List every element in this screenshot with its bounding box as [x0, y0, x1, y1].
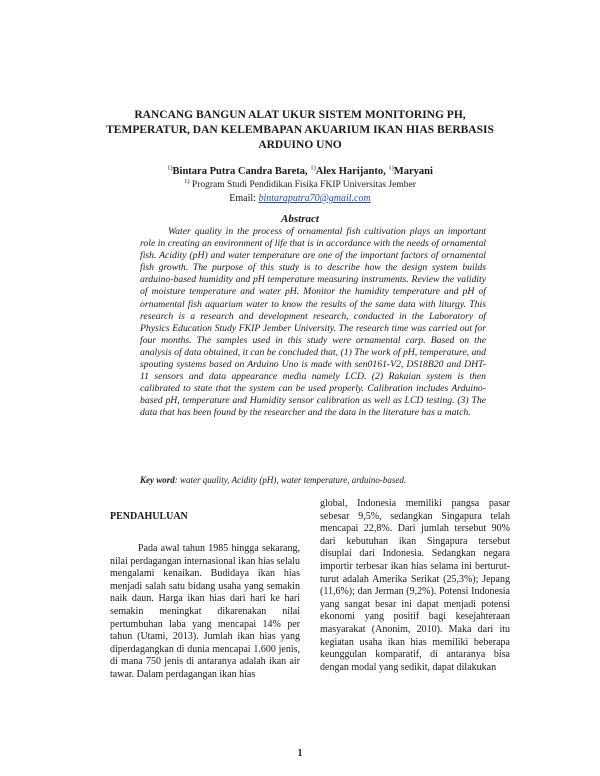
abstract-heading: Abstract: [281, 213, 319, 225]
keywords: [140, 474, 500, 486]
email-link[interactable]: bintaraputra70@gmail.com: [258, 193, 371, 204]
left-column: [110, 498, 300, 682]
section-heading-introduction: PENDAHULUAN: [110, 511, 188, 522]
author-3: $^{1)}$Maryani: [388, 164, 433, 177]
author-1: $^{1)}$Bintara Putra Candra Bareta,: [167, 164, 311, 177]
keywords-label: Key word: [140, 475, 175, 485]
page-number: 1: [297, 748, 303, 759]
right-column: [320, 498, 510, 674]
keywords-text: : water quality, Acidity (pH), water temperature, arduino-based.: [174, 475, 407, 485]
affiliation: $^{1)}$ Program Studi Pendidikan Fisika FKIP Universitas Jember: [184, 177, 416, 190]
intro-paragraph-right: global, Indonesia memiliki pangsa pasar sebesar 9,5%, sedangkan Singapura telah mencapai 22,8%. Dari jumlah tersebut 90% dari kebutuhan ikan Singapura tersebut disuplai dari Indonesia. Sedangkan negara importir terbesar ikan hias selama ini berturut-turut adalah Amerika Serikat (25,3%); Jepang (11,6%); dan Jerman (9,2%). Potensi Indonesia yang sangat besar ini dapat menjadi potensi ekonomi yang positif bagi kesejahteraan masyarakat (Anonim, 2010). Maka dari itu kegiatan usaha ikan hias memiliki beberapa keunggulan komparatif, di antaranya bisa dengan modal yang sedikit, dapat dilakukan: [320, 498, 510, 673]
email-line: [100, 193, 500, 205]
intro-paragraph-left: Pada awal tahun 1985 hingga sekarang, nilai perdagangan internasional ikan hias selalu mengalami kenaikan. Budidaya ikan hias menjadi salah satu bidang usaha yang semakin naik daun. Harga ikan hias dari hari ke hari semakin meningkat dikarenakan nilai pertumbuhan laba yang mencapai 14% per tahun (Utami, 2013). Jumlah ikan hias yang diperdagangkan di dunia mencapai 1.600 jenis, di mana 750 jenis di antaranya adalah ikan air tawar. Dalam perdagangan ikan hias: [110, 543, 300, 680]
paper-title: RANCANG BANGUN ALAT UKUR SISTEM MONITORING PH, TEMPERATUR, DAN KELEMBAPAN AKUARIUM IKAN HIAS BERBASIS ARDUINO UNO: [106, 109, 494, 151]
abstract-body: Water quality in the process of ornamental fish cultivation plays an important role in creating an environment of life that is in accordance with the needs of ornamental fish. Acidity (pH) and water temperature are one of the important factors of ornamental fish growth. The purpose of this study is to describe how the design system builds arduino-based humidity and pH temperature measuring instruments. Review the validity of moisture temperature and water pH. Monitor the humidity temperature and pH of ornamental fish aquarium water to know the results of the same data with liturgy. This research is a research and development research, conducted in the Laboratory of Physics Education Study FKIP Jember University. The research time was carried out for four months. The samples used in this study were ornamental carp. Based on the analysis of data obtained, it can be concluded that, (1) The work of pH, temperature, and spouting systems based on Arduino Uno is made with sen0161-V2, DS18B20 and DHT-11 sensors and data appearance media namely LCD. (2) Rakaian system is then calibrated to state that the system can be used properly. Calibration includes Arduino-based pH, temperature and Humidity sensor calibration as well as LCD testing. (3) The data that has been found by the researcher and the data in the literature has a match.: [140, 226, 486, 419]
author-2: $^{1)}$Alex Harijanto,: [310, 164, 389, 177]
email-label: Email:: [229, 193, 259, 204]
author-list: [100, 165, 500, 178]
